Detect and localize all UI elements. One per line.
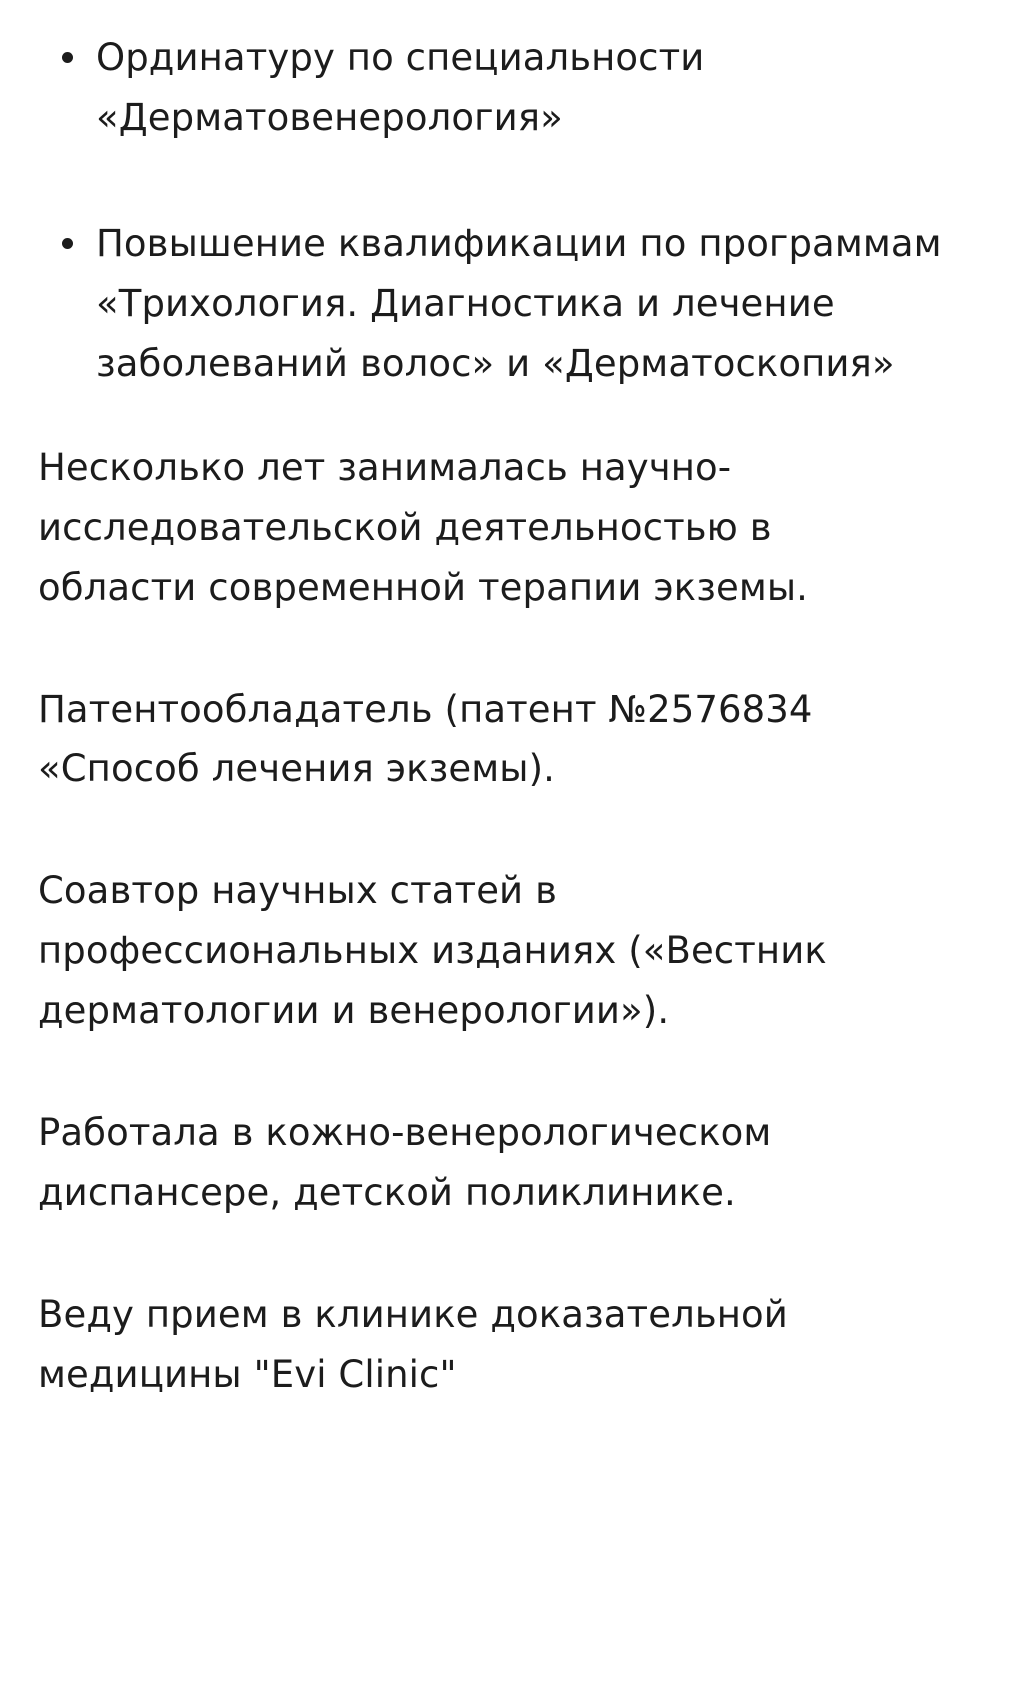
qualification-list bbox=[38, 28, 954, 394]
paragraph-patent: Патентообладатель (патент №2576834 «Способ лечения экземы). bbox=[38, 687, 813, 791]
paragraph-articles: Соавтор научных статей в профессиональных изданиях («Вестник дерматологии и венерологии»). bbox=[38, 869, 827, 1033]
list-item bbox=[38, 28, 926, 148]
list-item-text: Ординатуру по специальности «Дерматовенерология» bbox=[96, 36, 705, 139]
list-item bbox=[38, 214, 954, 394]
paragraph-research: Несколько лет занималась научно-исследовательской деятельностью в области современной терапии экземы. bbox=[38, 445, 809, 609]
bullet-dot-icon bbox=[62, 52, 73, 63]
list-item-text: Повышение квалификации по программам «Трихология. Диагностика и лечение заболеваний волос» и «Дерматоскопия» bbox=[96, 221, 942, 385]
paragraph-experience: Работала в кожно-венерологическом диспансере, детской поликлинике. bbox=[38, 1111, 772, 1215]
paragraph-current-clinic: Веду прием в клинике доказательной медицины "Evi Clinic" bbox=[38, 1293, 788, 1396]
bullet-dot-icon bbox=[62, 238, 73, 249]
